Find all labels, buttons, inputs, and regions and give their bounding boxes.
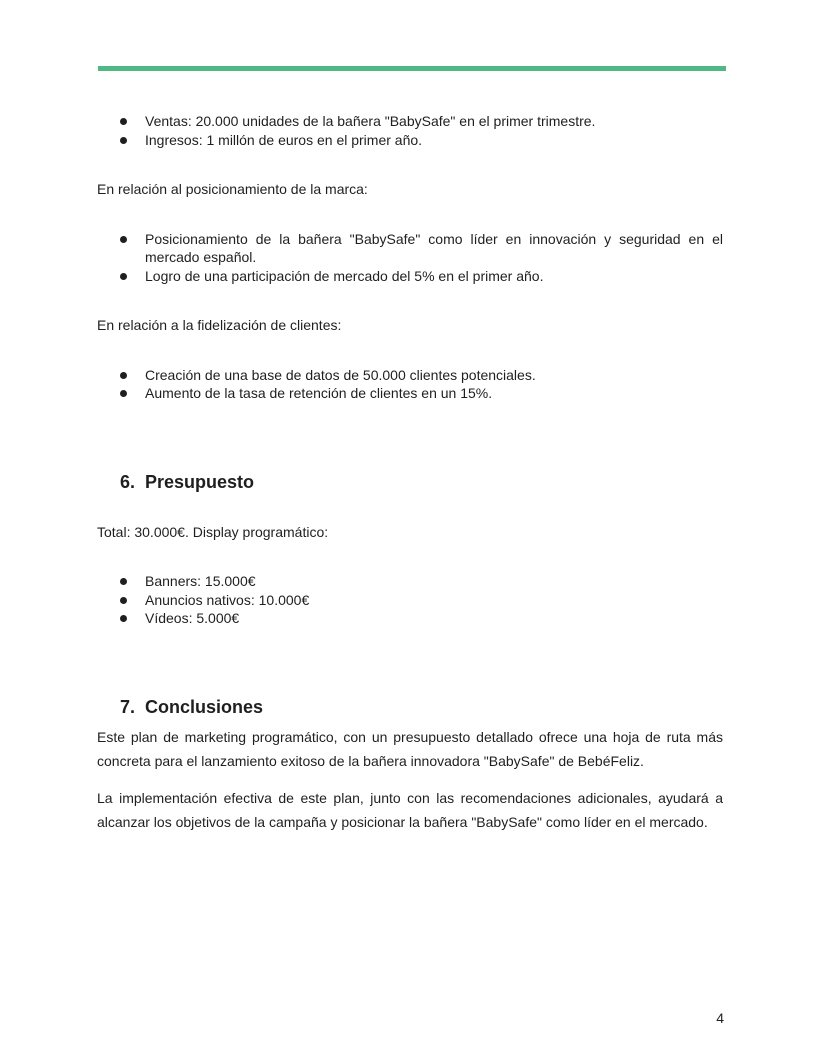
section-number: 7. — [120, 696, 136, 717]
conclusions-paragraph: La implementación efectiva de este plan, junto con las recomendaciones adicionales, ayudará a alcanzar los objetivos de la campaña y posicionar la bañera "BabySafe" como líder en el mercado. — [97, 789, 723, 830]
section-heading-budget — [97, 471, 723, 493]
bullet-icon — [120, 137, 127, 144]
bullet-icon — [120, 118, 127, 125]
bullet-icon — [120, 390, 127, 397]
list-item: Anuncios nativos: 10.000€ — [97, 591, 723, 610]
page-number: 4 — [716, 1010, 724, 1026]
bullet-icon — [120, 372, 127, 379]
section-title: Conclusiones — [145, 696, 264, 717]
list-item: Creación de una base de datos de 50.000 clientes potenciales. — [97, 366, 723, 385]
header-accent-rule — [98, 66, 726, 71]
list-item: Logro de una participación de mercado del 5% en el primer año. — [97, 267, 723, 286]
section-title: Presupuesto — [145, 471, 255, 492]
bullet-icon — [120, 273, 127, 280]
bullet-icon — [120, 578, 127, 585]
budget-items-list — [97, 572, 723, 628]
bullet-icon — [120, 597, 127, 604]
bullet-icon — [120, 615, 127, 622]
brand-objectives-list — [97, 230, 723, 286]
brand-positioning-intro: En relación al posicionamiento de la marca: — [97, 181, 368, 197]
sales-objectives-list — [97, 112, 723, 149]
loyalty-objectives-list — [97, 366, 723, 403]
section-number: 6. — [120, 471, 136, 492]
list-item: Posicionamiento de la bañera "BabySafe" como líder en innovación y seguridad en el mercado español. — [97, 230, 723, 267]
page-content — [97, 112, 723, 835]
list-item: Ingresos: 1 millón de euros en el primer año. — [97, 131, 723, 150]
customer-loyalty-intro: En relación a la fidelización de clientes: — [97, 317, 342, 333]
budget-intro: Total: 30.000€. Display programático: — [97, 523, 329, 540]
bullet-icon — [120, 236, 127, 243]
list-item: Vídeos: 5.000€ — [97, 609, 723, 628]
list-item: Banners: 15.000€ — [97, 572, 723, 591]
conclusions-paragraph: Este plan de marketing programático, con un presupuesto detallado ofrece una hoja de ruta más concreta para el lanzamiento exitoso de la bañera innovadora "BabySafe" de BebéFeliz. — [97, 728, 723, 769]
list-item: Aumento de la tasa de retención de clientes en un 15%. — [97, 384, 723, 403]
list-item: Ventas: 20.000 unidades de la bañera "BabySafe" en el primer trimestre. — [97, 112, 723, 131]
section-heading-conclusions — [97, 696, 723, 718]
